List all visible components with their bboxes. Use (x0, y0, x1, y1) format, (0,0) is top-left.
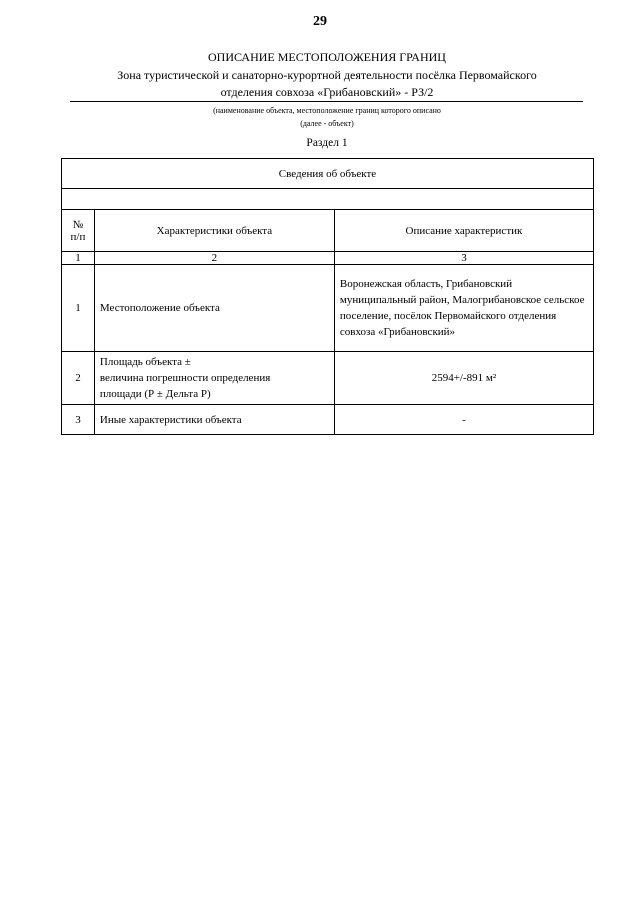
caption-row (62, 159, 594, 189)
object-info-table (61, 158, 594, 435)
table-row (62, 352, 594, 405)
row-characteristic: Площадь объекта ± величина погрешности определения площади (Р ± Дельта Р) (94, 352, 334, 405)
row-num: 2 (62, 352, 95, 405)
document-subtitle: Зона туристической и санаторно-курортной деятельности посёлка Первомайского отделения совхоза «Грибановский» - РЗ/2 (117, 68, 537, 99)
empty-cell (62, 189, 594, 210)
title-underline (70, 101, 583, 102)
empty-row (62, 189, 594, 210)
row-characteristic: Местоположение объекта (94, 265, 334, 352)
row-description: 2594+/-891 м² (334, 352, 593, 405)
row-characteristic: Иные характеристики объекта (94, 405, 334, 435)
row-description: Воронежская область, Грибановский муниципальный район, Малогрибановское сельское поселение, посёлок Первомайского отделения совхоза «Грибановский» (334, 265, 593, 352)
header-description: Описание характеристик (334, 210, 593, 252)
row-num: 3 (62, 405, 95, 435)
row-description: - (334, 405, 593, 435)
document-title: ОПИСАНИЕ МЕСТОПОЛОЖЕНИЯ ГРАНИЦ (208, 50, 446, 64)
object-note: (наименование объекта, местоположение границ которого описано (далее - объект) (213, 106, 441, 128)
table-caption: Сведения об объекте (62, 159, 594, 189)
table-row (62, 265, 594, 352)
index-cell-2: 2 (94, 252, 334, 265)
index-row (62, 252, 594, 265)
row-num: 1 (62, 265, 95, 352)
table-row (62, 405, 594, 435)
page-number: 29 (313, 14, 327, 29)
header-characteristics: Характеристики объекта (94, 210, 334, 252)
header-num: № п/п (62, 210, 95, 252)
index-cell-3: 3 (334, 252, 593, 265)
index-cell-1: 1 (62, 252, 95, 265)
section-title: Раздел 1 (306, 137, 348, 149)
header-row (62, 210, 594, 252)
